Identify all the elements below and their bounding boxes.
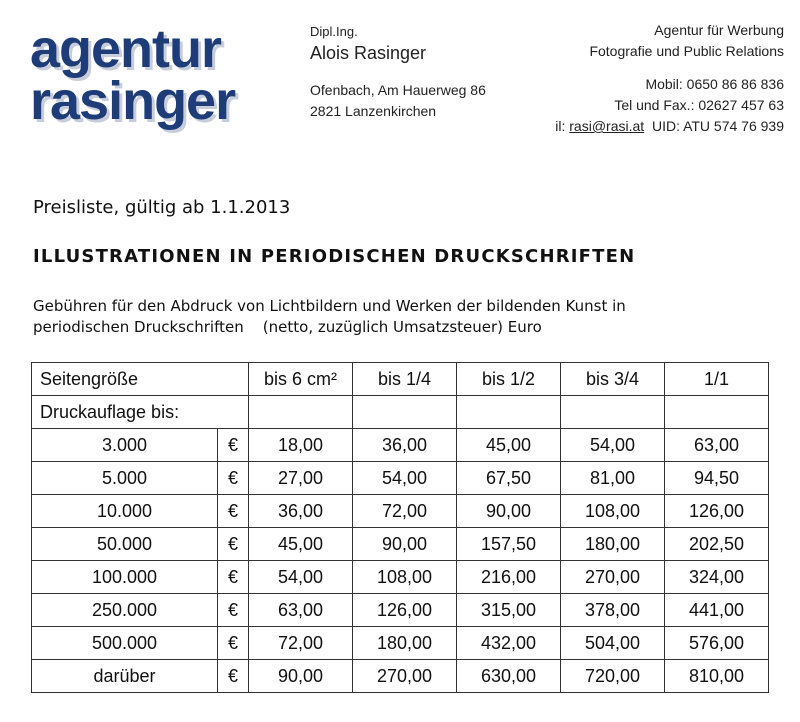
- email-prefix: il:: [555, 118, 566, 134]
- price-cell: 27,00: [249, 462, 353, 495]
- price-cell: 576,00: [665, 627, 769, 660]
- currency-cell: €: [218, 561, 249, 594]
- price-cell: 94,50: [665, 462, 769, 495]
- empty-cell: [561, 396, 665, 429]
- currency-cell: €: [218, 627, 249, 660]
- agency-line-2: Fotografie und Public Relations: [589, 43, 784, 59]
- price-cell: 720,00: [561, 660, 665, 693]
- currency-cell: €: [218, 495, 249, 528]
- agency-contact-block: [555, 20, 784, 137]
- price-cell: 67,50: [457, 462, 561, 495]
- table-row: [32, 462, 769, 495]
- price-cell: 108,00: [353, 561, 457, 594]
- contact-person-block: [310, 24, 486, 122]
- description-line-2: periodischen Druckschriften (netto, zuzüglich Umsatzsteuer) Euro: [33, 318, 542, 336]
- price-cell: 126,00: [353, 594, 457, 627]
- price-cell: 270,00: [353, 660, 457, 693]
- table-row: [32, 594, 769, 627]
- email-uid-line: [555, 116, 784, 137]
- price-cell: 54,00: [249, 561, 353, 594]
- print-run-cell: 3.000: [32, 429, 218, 462]
- print-run-label: Druckauflage bis:: [32, 396, 249, 429]
- price-cell: 441,00: [665, 594, 769, 627]
- currency-cell: €: [218, 429, 249, 462]
- person-name: Alois Rasinger: [310, 43, 427, 63]
- price-cell: 432,00: [457, 627, 561, 660]
- price-cell: 504,00: [561, 627, 665, 660]
- price-cell: 36,00: [249, 495, 353, 528]
- print-run-cell: 500.000: [32, 627, 218, 660]
- price-cell: 45,00: [249, 528, 353, 561]
- price-cell: 90,00: [457, 495, 561, 528]
- vat-id: UID: ATU 574 76 939: [651, 118, 784, 134]
- print-run-cell: darüber: [32, 660, 218, 693]
- agency-line-1: Agentur für Werbung: [654, 22, 784, 38]
- empty-cell: [249, 396, 353, 429]
- currency-cell: €: [218, 594, 249, 627]
- page-size-label: Seitengröße: [32, 363, 249, 396]
- price-cell: 54,00: [561, 429, 665, 462]
- mobile-number: Mobil: 0650 86 86 836: [645, 76, 784, 92]
- column-header: bis 1/2: [457, 363, 561, 396]
- print-run-cell: 250.000: [32, 594, 218, 627]
- price-cell: 126,00: [665, 495, 769, 528]
- currency-cell: €: [218, 660, 249, 693]
- price-cell: 315,00: [457, 594, 561, 627]
- price-cell: 36,00: [353, 429, 457, 462]
- price-cell: 324,00: [665, 561, 769, 594]
- print-run-cell: 5.000: [32, 462, 218, 495]
- table-row: [32, 528, 769, 561]
- empty-cell: [665, 396, 769, 429]
- currency-cell: €: [218, 462, 249, 495]
- academic-title: Dipl.Ing.: [310, 24, 358, 39]
- price-cell: 108,00: [561, 495, 665, 528]
- address-city: 2821 Lanzenkirchen: [310, 103, 437, 119]
- price-cell: 18,00: [249, 429, 353, 462]
- column-header: bis 6 cm²: [249, 363, 353, 396]
- price-cell: 270,00: [561, 561, 665, 594]
- price-cell: 90,00: [353, 528, 457, 561]
- print-run-cell: 100.000: [32, 561, 218, 594]
- price-cell: 216,00: [457, 561, 561, 594]
- price-cell: 630,00: [457, 660, 561, 693]
- price-cell: 202,50: [665, 528, 769, 561]
- price-cell: 90,00: [249, 660, 353, 693]
- column-header: 1/1: [665, 363, 769, 396]
- email-link[interactable]: rasi@rasi.at: [569, 118, 645, 134]
- price-cell: 810,00: [665, 660, 769, 693]
- price-cell: 54,00: [353, 462, 457, 495]
- price-table: [31, 362, 769, 693]
- price-cell: 378,00: [561, 594, 665, 627]
- column-header: bis 3/4: [561, 363, 665, 396]
- table-header-row: [32, 363, 769, 396]
- price-cell: 72,00: [353, 495, 457, 528]
- price-cell: 72,00: [249, 627, 353, 660]
- logo-text-agentur: agentur: [30, 19, 222, 79]
- price-cell: 63,00: [665, 429, 769, 462]
- postal-address: [310, 80, 486, 122]
- column-header: bis 1/4: [353, 363, 457, 396]
- price-cell: 180,00: [353, 627, 457, 660]
- table-row: [32, 660, 769, 693]
- print-run-cell: 10.000: [32, 495, 218, 528]
- print-run-cell: 50.000: [32, 528, 218, 561]
- table-row: [32, 561, 769, 594]
- address-street: Ofenbach, Am Hauerweg 86: [310, 82, 486, 98]
- fee-description: [33, 296, 773, 338]
- company-logo: [30, 19, 280, 132]
- tel-fax-number: Tel und Fax.: 02627 457 63: [614, 97, 784, 113]
- section-heading: ILLUSTRATIONEN IN PERIODISCHEN DRUCKSCHRIFTEN: [33, 246, 636, 267]
- price-cell: 63,00: [249, 594, 353, 627]
- description-line-1: Gebühren für den Abdruck von Lichtbildern und Werken der bildenden Kunst in: [33, 297, 626, 315]
- table-row: [32, 627, 769, 660]
- logo-text-rasinger: rasinger: [30, 71, 236, 131]
- currency-cell: €: [218, 528, 249, 561]
- price-cell: 45,00: [457, 429, 561, 462]
- empty-cell: [457, 396, 561, 429]
- price-list-validity: Preisliste, gültig ab 1.1.2013: [33, 197, 291, 218]
- price-cell: 157,50: [457, 528, 561, 561]
- table-row: [32, 495, 769, 528]
- print-run-label-row: [32, 396, 769, 429]
- price-cell: 180,00: [561, 528, 665, 561]
- table-row: [32, 429, 769, 462]
- price-cell: 81,00: [561, 462, 665, 495]
- empty-cell: [353, 396, 457, 429]
